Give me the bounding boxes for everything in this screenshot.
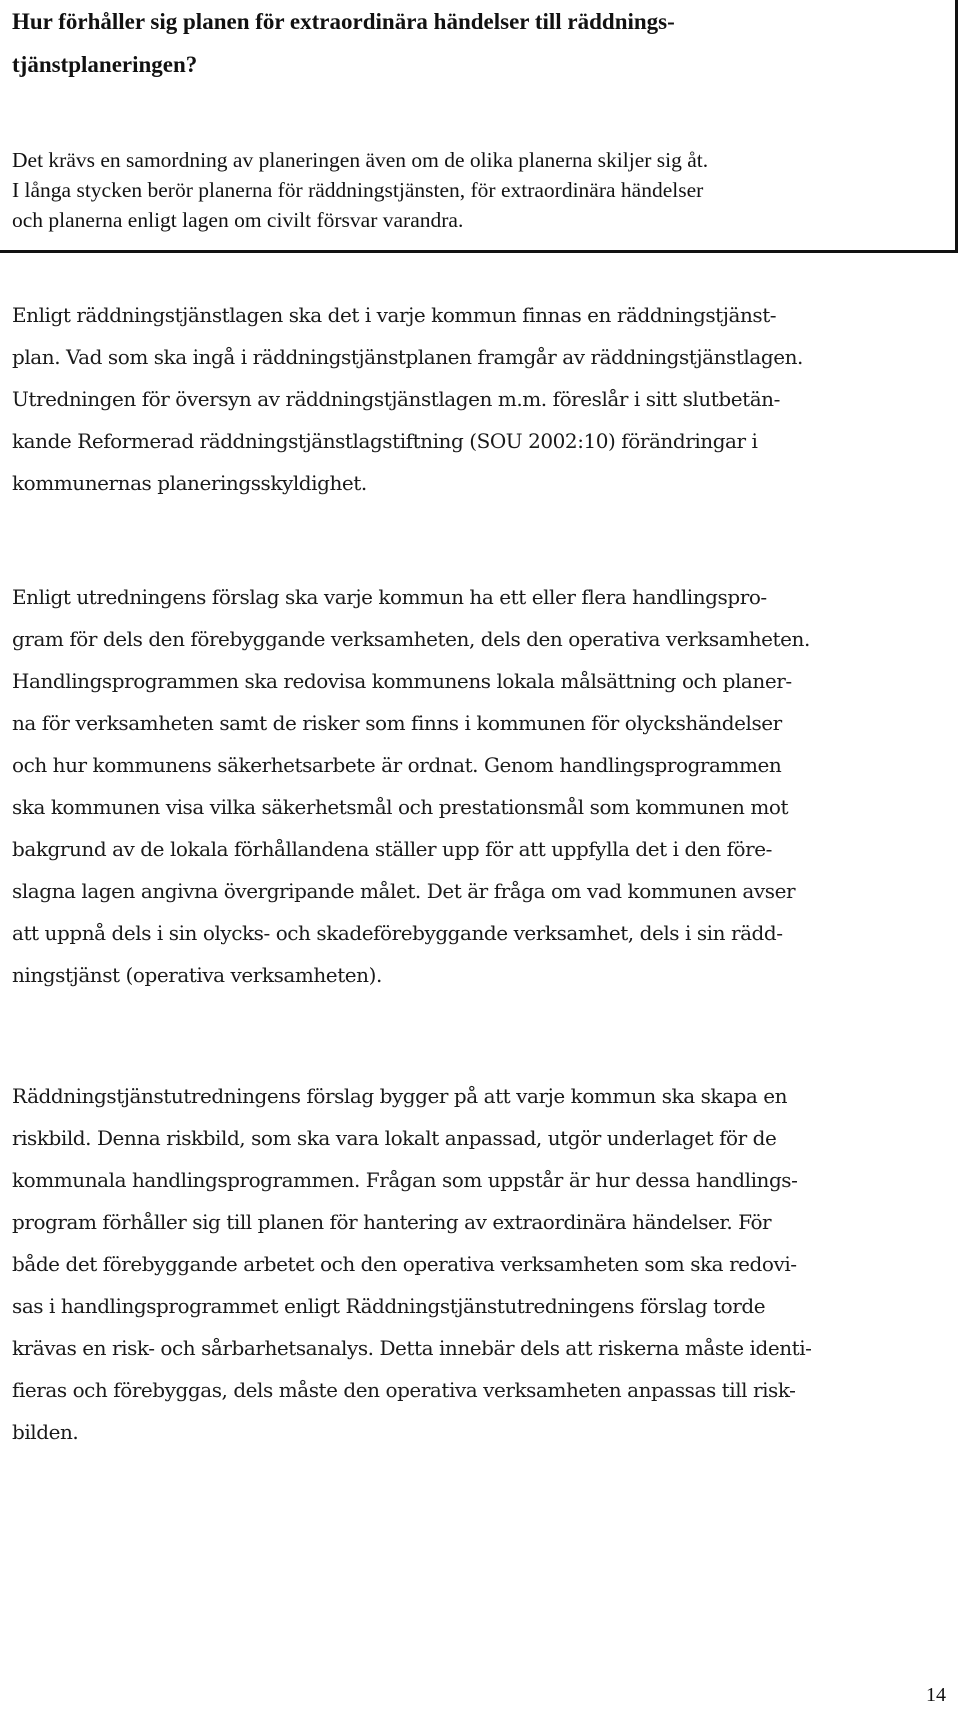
box-text [12, 145, 942, 235]
paragraph-line: program förhåller sig till planen för hantering av extraordinära händelser. För [12, 1210, 772, 1234]
paragraph-line: Utredningen för översyn av räddningstjänstlagen m.m. föreslår i sitt slutbetän- [12, 387, 780, 411]
paragraph-line: kommunernas planeringsskyldighet. [12, 471, 367, 495]
paragraph-line: ska kommunen visa vilka säkerhetsmål och prestationsmål som kommunen mot [12, 795, 789, 819]
paragraph-raddningstjanstplan [12, 294, 942, 504]
box-heading [12, 0, 932, 86]
paragraph-line: na för verksamheten samt de risker som finns i kommunen för olyckshändelser [12, 711, 782, 735]
paragraph-line: plan. Vad som ska ingå i räddningstjänstplanen framgår av räddningstjänstlagen. [12, 345, 803, 369]
paragraph-line: bilden. [12, 1420, 79, 1444]
paragraph-line: fieras och förebyggas, dels måste den operativa verksamheten anpassas till risk- [12, 1378, 796, 1402]
paragraph-line: Räddningstjänstutredningens förslag bygger på att varje kommun ska skapa en [12, 1084, 788, 1108]
paragraph-line: kande Reformerad räddningstjänstlagstiftning (SOU 2002:10) förändringar i [12, 429, 758, 453]
paragraph-line: och hur kommunens säkerhetsarbete är ordnat. Genom handlingsprogrammen [12, 753, 782, 777]
paragraph-line: ningstjänst (operativa verksamheten). [12, 963, 382, 987]
paragraph-handlingsprogram [12, 576, 942, 996]
paragraph-line: Enligt utredningens förslag ska varje kommun ha ett eller flera handlingspro- [12, 585, 767, 609]
box-text-line: I långa stycken berör planerna för räddningstjänsten, för extraordinära händelser [12, 178, 704, 202]
paragraph-line: Enligt räddningstjänstlagen ska det i varje kommun finnas en räddningstjänst- [12, 303, 777, 327]
paragraph-line: krävas en risk- och sårbarhetsanalys. Detta innebär dels att riskerna måste identi- [12, 1336, 812, 1360]
paragraph-line: riskbild. Denna riskbild, som ska vara lokalt anpassad, utgör underlaget för de [12, 1126, 777, 1150]
paragraph-line: att uppnå dels i sin olycks- och skadeförebyggande verksamhet, dels i sin rädd- [12, 921, 783, 945]
box-heading-line: Hur förhåller sig planen för extraordinära händelser till räddnings- [12, 9, 675, 34]
paragraph-line: Handlingsprogrammen ska redovisa kommunens lokala målsättning och planer- [12, 669, 792, 693]
paragraph-line: slagna lagen angivna övergripande målet. Det är fråga om vad kommunen avser [12, 879, 796, 903]
paragraph-line: både det förebyggande arbetet och den operativa verksamheten som ska redovi- [12, 1252, 797, 1276]
box-text-line: Det krävs en samordning av planeringen även om de olika planerna skiljer sig åt. [12, 148, 709, 172]
box-heading-line: tjänstplaneringen? [12, 52, 198, 77]
paragraph-line: bakgrund av de lokala förhållandena ställer upp för att uppfylla det i den före- [12, 837, 772, 861]
paragraph-line: sas i handlingsprogrammet enligt Räddningstjänstutredningens förslag torde [12, 1294, 766, 1318]
paragraph-line: gram för dels den förebyggande verksamheten, dels den operativa verksamheten. [12, 627, 810, 651]
paragraph-riskbild [12, 1075, 942, 1453]
page-number: 14 [926, 1684, 946, 1706]
paragraph-line: kommunala handlingsprogrammen. Frågan som uppstår är hur dessa handlings- [12, 1168, 798, 1192]
question-box [0, 0, 958, 253]
box-text-line: och planerna enligt lagen om civilt försvar varandra. [12, 208, 464, 232]
